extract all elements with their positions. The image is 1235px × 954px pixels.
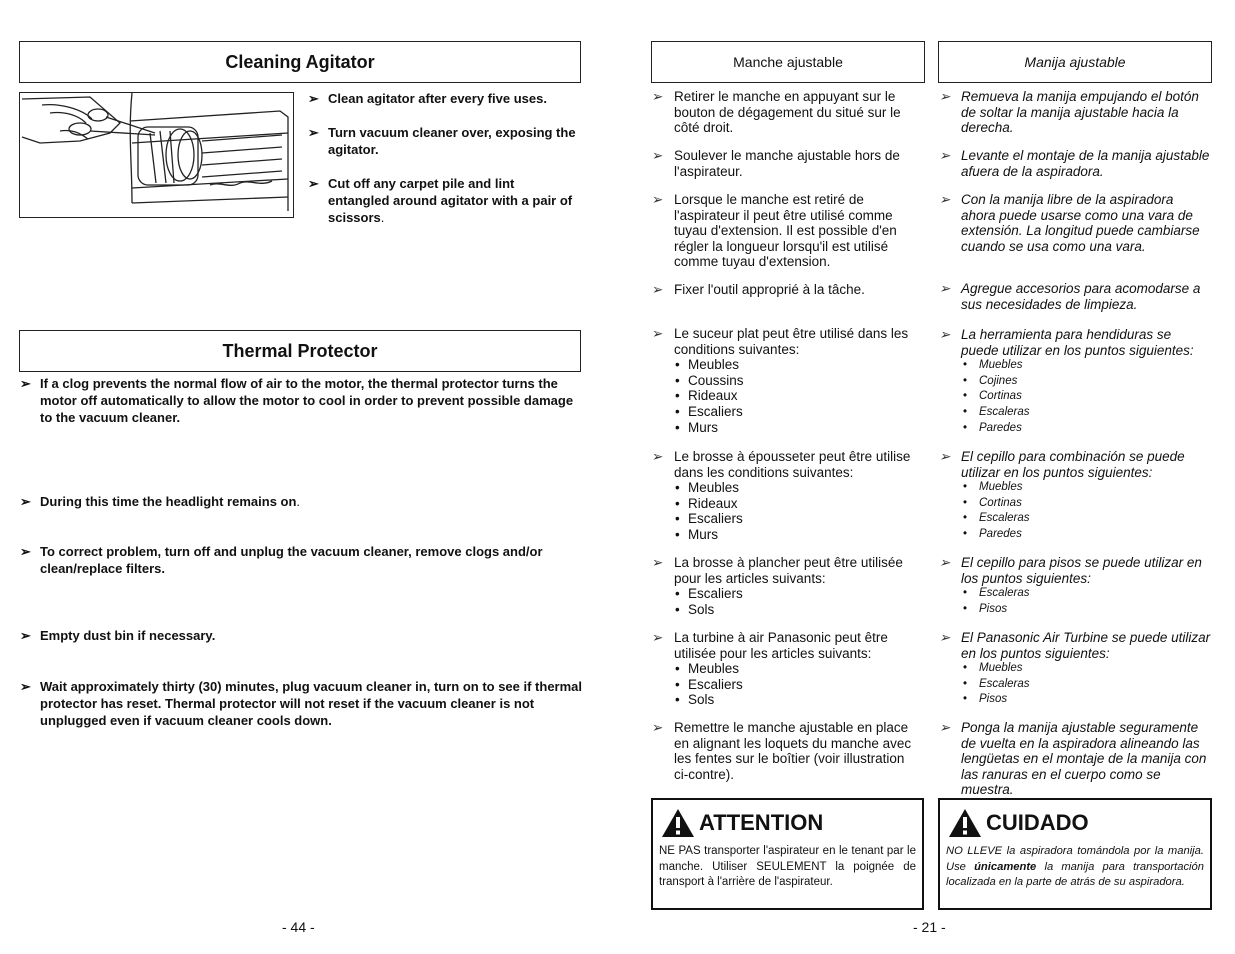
arrow-bullet-icon: ➢ bbox=[939, 327, 951, 342]
arrow-bullet-icon: ➢ bbox=[308, 125, 319, 140]
french-step-6: ➢ Le brosse à épousseter peut être utilise dans les conditions suivantes: • Meubles • Rideaux • Escaliers • Murs bbox=[652, 449, 922, 543]
list-item: • Paredes bbox=[939, 421, 1211, 437]
spanish-step-6: ➢ El cepillo para combinación se puede utilizar en los puntos siguientes: • Muebles • Cortinas • Escaleras • Paredes bbox=[939, 449, 1211, 543]
list-item: • Escaleras bbox=[939, 511, 1211, 527]
cuidado-heading: CUIDADO bbox=[948, 808, 1089, 838]
arrow-bullet-icon: ➢ bbox=[652, 282, 664, 297]
list-item: • Rideaux bbox=[652, 388, 922, 404]
list-item: • Murs bbox=[652, 527, 922, 543]
arrow-bullet-icon: ➢ bbox=[939, 720, 951, 735]
list-item: • Escaliers bbox=[652, 677, 922, 693]
list-item: • Escaliers bbox=[652, 404, 922, 420]
list-item: • Meubles bbox=[652, 480, 922, 496]
list-item: • Cortinas bbox=[939, 496, 1211, 512]
thermal-step-3: ➢ To correct problem, turn off and unplug the vacuum cleaner, remove clogs and/or clean/replace filters. bbox=[20, 544, 543, 576]
list-item: • Pisos bbox=[939, 602, 1211, 618]
french-step-8: ➢ La turbine à air Panasonic peut être utilisée pour les articles suivants: • Meubles • Escaliers • Sols bbox=[652, 630, 922, 708]
arrow-bullet-icon: ➢ bbox=[939, 555, 951, 570]
list-item: • Escaleras bbox=[939, 677, 1211, 693]
french-step-5: ➢ Le suceur plat peut être utilisé dans les conditions suivantes: • Meubles • Coussins • Rideaux • Escaliers • Murs bbox=[652, 326, 922, 435]
thermal-title-text: Thermal Protector bbox=[222, 340, 378, 361]
spanish-step-3: ➢ Con la manija libre de la aspiradora ahora puede usarse como una vara de extensión. La longitud puede cambiarse cuando se usa como una vara. bbox=[939, 192, 1200, 254]
spanish-step-4: ➢ Agregue accesorios para acomodarse a sus necesidades de limpieza. bbox=[939, 281, 1201, 312]
arrow-bullet-icon: ➢ bbox=[939, 89, 951, 104]
french-step-2: ➢ Soulever le manche ajustable hors de l'aspirateur. bbox=[652, 148, 900, 179]
list-item: • Cojines bbox=[939, 374, 1211, 390]
arrow-bullet-icon: ➢ bbox=[20, 376, 31, 391]
warning-triangle-icon bbox=[661, 808, 695, 838]
french-section-title: Manche ajustable bbox=[651, 41, 925, 83]
list-item: • Paredes bbox=[939, 527, 1211, 543]
arrow-bullet-icon: ➢ bbox=[652, 326, 664, 341]
french-step-9: ➢ Remettre le manche ajustable en place en alignant les loquets du manche avec les fentes sur le boîtier (voir illustration ci-contre). bbox=[652, 720, 912, 782]
attention-text: NE PAS transporter l'aspirateur en le tenant par le manche. Utiliser SEULEMENT la poignée de transport à l'arrière de l'aspirateur. bbox=[659, 845, 916, 888]
spanish-step-7: ➢ El cepillo para pisos se puede utilizar en los puntos siguientes: • Escaleras • Pisos bbox=[939, 555, 1211, 617]
arrow-bullet-icon: ➢ bbox=[20, 628, 31, 643]
spanish-step-1: ➢ Remueva la manija empujando el botón de soltar la manija ajustable hacia la derecha. bbox=[939, 89, 1199, 136]
list-item: • Meubles bbox=[652, 661, 922, 677]
arrow-bullet-icon: ➢ bbox=[939, 192, 951, 207]
thermal-section-title bbox=[19, 330, 581, 372]
arrow-bullet-icon: ➢ bbox=[939, 630, 951, 645]
spanish-step-8: ➢ El Panasonic Air Turbine se puede utilizar en los puntos siguientes: • Muebles • Escaleras • Pisos bbox=[939, 630, 1211, 708]
warning-triangle-icon bbox=[948, 808, 982, 838]
agitator-step-3: ➢ Cut off any carpet pile and lint entangled around agitator with a pair of scissors. bbox=[308, 176, 573, 225]
cuidado-text: NO LLEVE la aspiradora tomándola por la manija. Use únicamente la manija para transportación localizada en la parte de atrás de su aspiradora. bbox=[946, 845, 1204, 888]
arrow-bullet-icon: ➢ bbox=[652, 89, 664, 104]
french-step-4: ➢ Fixer l'outil approprié à la tâche. bbox=[652, 282, 865, 297]
arrow-bullet-icon: ➢ bbox=[308, 91, 319, 106]
french-step-7: ➢ La brosse à plancher peut être utilisée pour les articles suivants: • Escaliers • Sols bbox=[652, 555, 922, 617]
thermal-step-5: ➢ Wait approximately thirty (30) minutes, plug vacuum cleaner in, turn on to see if thermal protector has reset. Thermal protector will not reset if the vacuum cleaner is not unplugged even if vacuum cleaner cools down. bbox=[20, 679, 583, 728]
french-step-3: ➢ Lorsque le manche est retiré de l'aspirateur il peut être utilisé comme tuyau d'extension. Il est possible d'en régler la longueur lorsqu'il est utilisé comme tuyau d'extension. bbox=[652, 192, 897, 270]
agitator-section-title bbox=[19, 41, 581, 83]
list-item: • Pisos bbox=[939, 692, 1211, 708]
list-item: • Escaleras bbox=[939, 586, 1211, 602]
list-item: • Escaliers bbox=[652, 586, 922, 602]
list-item: • Murs bbox=[652, 420, 922, 436]
arrow-bullet-icon: ➢ bbox=[652, 449, 664, 464]
page-number-right: - 21 - bbox=[913, 919, 946, 935]
arrow-bullet-icon: ➢ bbox=[652, 630, 664, 645]
spanish-step-2: ➢ Levante el montaje de la manija ajustable afuera de la aspiradora. bbox=[939, 148, 1210, 179]
list-item: • Coussins bbox=[652, 373, 922, 389]
attention-heading: ATTENTION bbox=[661, 808, 823, 838]
arrow-bullet-icon: ➢ bbox=[939, 449, 951, 464]
list-item: • Sols bbox=[652, 692, 922, 708]
arrow-bullet-icon: ➢ bbox=[20, 679, 31, 694]
spanish-step-5: ➢ La herramienta para hendiduras se puede utilizar en los puntos siguientes: • Muebles • Cojines • Cortinas • Escaleras • Paredes bbox=[939, 327, 1211, 436]
agitator-step-2: ➢ Turn vacuum cleaner over, exposing the agitator. bbox=[308, 125, 576, 157]
page-number-left: - 44 - bbox=[282, 919, 315, 935]
list-item: • Sols bbox=[652, 602, 922, 618]
arrow-bullet-icon: ➢ bbox=[939, 148, 951, 163]
arrow-bullet-icon: ➢ bbox=[652, 192, 664, 207]
agitator-title-text: Cleaning Agitator bbox=[225, 51, 375, 72]
list-item: • Escaliers bbox=[652, 511, 922, 527]
arrow-bullet-icon: ➢ bbox=[20, 494, 31, 509]
list-item: • Rideaux bbox=[652, 496, 922, 512]
list-item: • Muebles bbox=[939, 358, 1211, 374]
agitator-illustration bbox=[19, 92, 294, 218]
cuidado-warning-box bbox=[938, 798, 1212, 910]
arrow-bullet-icon: ➢ bbox=[939, 281, 951, 296]
thermal-step-4: ➢ Empty dust bin if necessary. bbox=[20, 628, 216, 643]
list-item: • Meubles bbox=[652, 357, 922, 373]
thermal-step-1: ➢ If a clog prevents the normal flow of air to the motor, the thermal protector turns the motor off automatically to allow the motor to cool in order to prevent possible damage to the vacuum cleaner. bbox=[20, 376, 574, 425]
list-item: • Escaleras bbox=[939, 405, 1211, 421]
list-item: • Cortinas bbox=[939, 389, 1211, 405]
arrow-bullet-icon: ➢ bbox=[652, 720, 664, 735]
arrow-bullet-icon: ➢ bbox=[652, 148, 664, 163]
list-item: • Muebles bbox=[939, 661, 1211, 677]
attention-warning-box bbox=[651, 798, 924, 910]
thermal-step-2: ➢ During this time the headlight remains on. bbox=[20, 494, 301, 509]
agitator-step-1: ➢ Clean agitator after every five uses. bbox=[308, 91, 547, 106]
spanish-step-9: ➢ Ponga la manija ajustable seguramente de vuelta en la aspiradora alineando las lengüetas en el montaje de la manija con las ranuras en el cuerpo como se muestra. bbox=[939, 720, 1207, 798]
spanish-section-title: Manija ajustable bbox=[938, 41, 1212, 83]
agitator-scissors-illustration bbox=[20, 93, 292, 216]
list-item: • Muebles bbox=[939, 480, 1211, 496]
arrow-bullet-icon: ➢ bbox=[308, 176, 319, 191]
arrow-bullet-icon: ➢ bbox=[652, 555, 664, 570]
french-step-1: ➢ Retirer le manche en appuyant sur le bouton de dégagement du situé sur le côté droit. bbox=[652, 89, 901, 136]
arrow-bullet-icon: ➢ bbox=[20, 544, 31, 559]
